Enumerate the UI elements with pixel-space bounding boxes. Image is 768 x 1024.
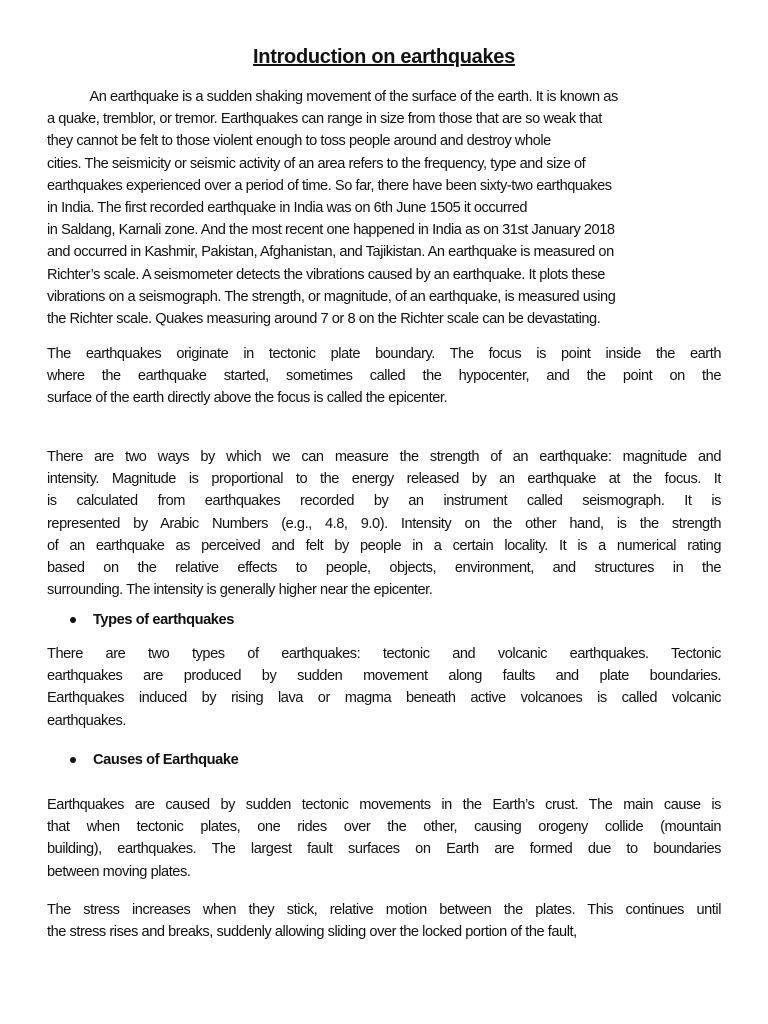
- text-line: surrounding. The intensity is generally higher near the epicenter.: [47, 582, 433, 599]
- heading-text: Types of earthquakes: [93, 612, 234, 628]
- text-line: Richter’s scale. A seismometer detects the vibrations caused by an earthquake. It plots these: [47, 266, 605, 283]
- text-line: Earthquakes induced by rising lava or magma beneath active volcanoes is called volcanic: [47, 690, 721, 707]
- text-line: There are two ways by which we can measure the strength of an earthquake: magnitude and: [47, 449, 721, 465]
- text-line: The stress increases when they stick, relative motion between the plates. This continues until: [47, 902, 721, 918]
- text-line: There are two types of earthquakes: tectonic and volcanic earthquakes. Tectonic: [47, 646, 721, 662]
- heading-causes-of-earthquake: [70, 752, 238, 768]
- text-line: the stress rises and breaks, suddenly allowing sliding over the locked portion of the fault,: [47, 924, 577, 941]
- text-line: in Saldang, Karnali zone. And the most recent one happened in India as on 31st January 2018: [47, 222, 615, 239]
- text-line: An earthquake is a sudden shaking movement of the surface of the earth. It is known as: [47, 89, 618, 105]
- text-line: the Richter scale. Quakes measuring around 7 or 8 on the Richter scale can be devastating.: [47, 310, 601, 327]
- paragraph-causes: [47, 794, 721, 883]
- heading-text: Causes of Earthquake: [93, 752, 239, 768]
- text-line: is calculated from earthquakes recorded by an instrument called seismograph. It is: [47, 493, 721, 510]
- page-title: Introduction on earthquakes: [253, 46, 515, 68]
- bullet-icon: [70, 617, 76, 623]
- paragraph-types: [47, 643, 721, 732]
- text-line: building), earthquakes. The largest fault surfaces on Earth are formed due to boundaries: [47, 841, 721, 858]
- text-line: based on the relative effects to people, objects, environment, and structures in the: [47, 559, 721, 576]
- text-line: and occurred in Kashmir, Pakistan, Afghanistan, and Tajikistan. An earthquake is measured on: [47, 244, 614, 261]
- text-line: The earthquakes originate in tectonic plate boundary. The focus is point inside the earth: [47, 346, 721, 362]
- text-line: earthquakes are produced by sudden movement along faults and plate boundaries.: [47, 668, 721, 685]
- paragraph-stress: [47, 899, 721, 943]
- text-line: vibrations on a seismograph. The strength, or magnitude, of an earthquake, is measured using: [47, 288, 616, 305]
- text-line: where the earthquake started, sometimes called the hypocenter, and the point on the: [47, 368, 721, 385]
- text-line: of an earthquake as perceived and felt by people in a certain locality. It is a numerical rating: [47, 537, 721, 554]
- text-line: cities. The seismicity or seismic activity of an area refers to the frequency, type and size of: [47, 155, 586, 172]
- text-line: represented by Arabic Numbers (e.g., 4.8, 9.0). Intensity on the other hand, is the strength: [47, 515, 721, 532]
- paragraph-measure: [47, 446, 721, 601]
- text-line: Earthquakes are caused by sudden tectonic movements in the Earth’s crust. The main cause is: [47, 797, 721, 813]
- text-line: intensity. Magnitude is proportional to the energy released by an earthquake at the focus. It: [47, 471, 721, 488]
- text-line: surface of the earth directly above the focus is called the epicenter.: [47, 390, 448, 407]
- text-line: between moving plates.: [47, 863, 191, 880]
- bullet-icon: [70, 757, 76, 763]
- paragraph-origin: [47, 343, 721, 410]
- text-line: earthquakes.: [47, 712, 126, 729]
- text-line: earthquakes experienced over a period of time. So far, there have been sixty-two earthquakes: [47, 177, 612, 194]
- text-line: they cannot be felt to those violent enough to toss people around and destroy whole: [47, 133, 551, 150]
- text-line: that when tectonic plates, one rides over the other, causing orogeny collide (mountain: [47, 819, 721, 836]
- text-line: a quake, tremblor, or tremor. Earthquakes can range in size from those that are so weak that: [47, 111, 602, 128]
- paragraph-intro: [47, 86, 721, 330]
- text-line: in India. The first recorded earthquake in India was on 6th June 1505 it occurred: [47, 199, 528, 216]
- heading-types-of-earthquakes: [70, 612, 234, 628]
